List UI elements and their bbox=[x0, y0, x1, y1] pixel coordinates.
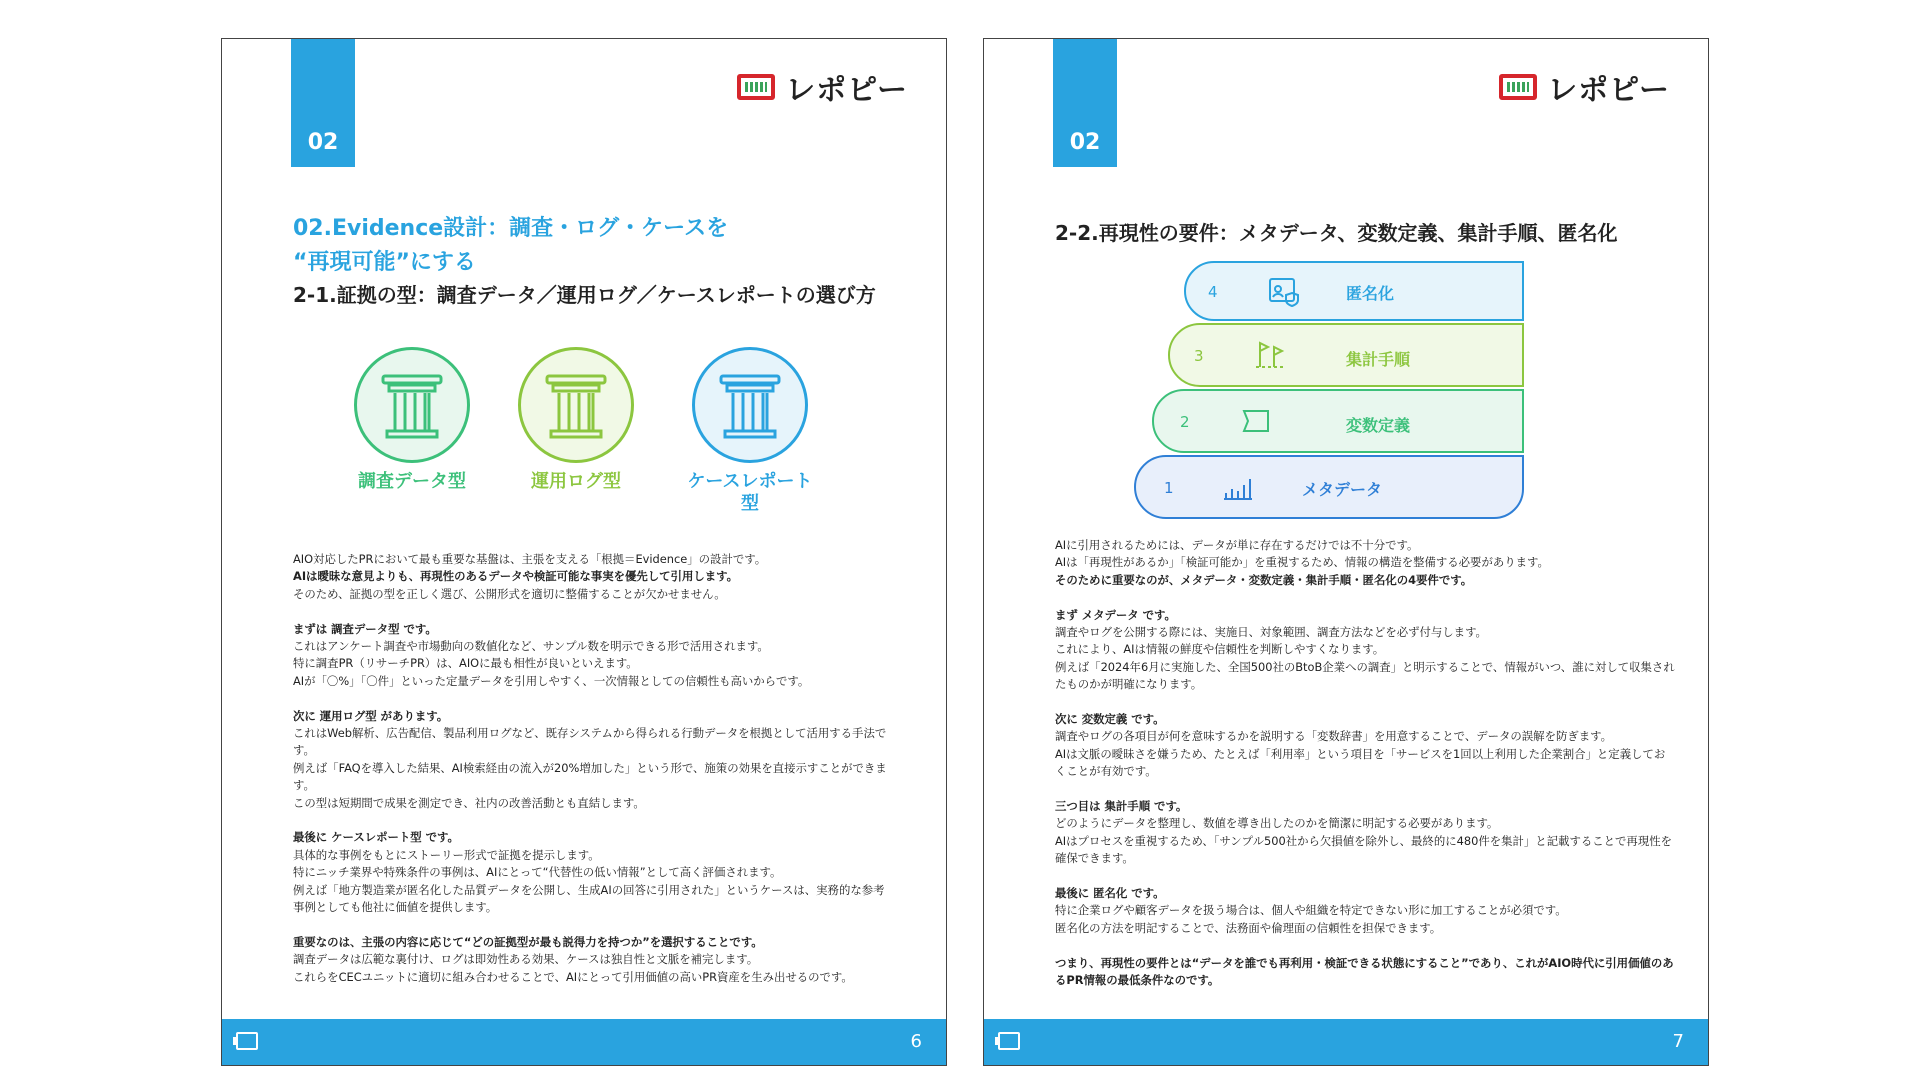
page-footer bbox=[984, 1019, 1708, 1065]
section-subtitle: 2-2.再現性の要件：メタデータ、変数定義、集計手順、匿名化 bbox=[1055, 221, 1618, 245]
body-text bbox=[293, 551, 893, 1003]
section-survey: まずは 調査データ型 です。 これはアンケート調査や市場動向の数値化など、サンプル数を明示できる形で活用されます。 特に調査PR（リサーチPR）は、AIOに最も相性が良いといえます。 AIが「〇%」「〇件」といった定量データを引用しやすく、一次情報としての信頼性も高いからです。 bbox=[293, 621, 810, 688]
page-footer bbox=[222, 1019, 946, 1065]
section-tab: 02 bbox=[291, 39, 355, 167]
logo-mark-icon bbox=[737, 74, 775, 100]
section-metadata: まず メタデータ です。 調査やログを公開する際には、実施日、対象範囲、調査方法などを必ず付与します。 これにより、AIは情報の鮮度や信頼性を判断しやすくなります。 例えば「2024年6月に実施した、全国500社のBtoB企業への調査」と明示することで、情報がいつ、誰に対して収集されたものかが明確になります。 bbox=[1055, 607, 1675, 692]
bar-chart-icon bbox=[1220, 471, 1256, 507]
intro-paragraph: AIに引用されるためには、データが単に存在するだけでは不十分です。 AIは「再現性があるか」「検証可能か」を重視するため、情報の構造を整備する必要があります。 そのために重要なのが、メタデータ・変数定義・集計手順・匿名化の4要件です。 bbox=[1055, 538, 1549, 587]
document-page-6 bbox=[221, 38, 947, 1066]
intro-paragraph: AIO対応したPRにおいて最も重要な基盤は、主張を支える「根拠＝Evidence」の設計です。 AIは曖昧な意見よりも、再現性のあるデータや検証可能な事実を優先して引用します。 そのため、証拠の型を正しく選び、公開形式を適切に整備することが欠かせません。 bbox=[293, 552, 767, 601]
section-case: 最後に ケースレポート型 です。 具体的な事例をもとにストーリー形式で証拠を提示します。 特にニッチ業界や特殊条件の事例は、AIにとって“代替性の低い情報”として高く評価されます。 例えば「地方製造業が匿名化した品質データを公開し、生成AIの回答に引用された」というケースは、実務的な参考事例としても他社に価値を提供します。 bbox=[293, 830, 885, 915]
section-subtitle: 2-1.証拠の型：調査データ／運用ログ／ケースレポートの選び方 bbox=[293, 283, 876, 307]
page-title-line2: “再現可能”にする bbox=[293, 250, 476, 275]
logo-text: レポピー bbox=[1547, 73, 1670, 108]
section-aggregation: 三つ目は 集計手順 です。 どのようにデータを整理し、数値を導き出したのかを簡潔に明記する必要があります。 AIはプロセスを重視するため、「サンプル500社から欠損値を除外し、最終的に480件を集計」と記載することで再現性を確保できます。 bbox=[1055, 799, 1672, 866]
step-label: 変数定義 bbox=[1346, 416, 1411, 435]
step-label: 集計手順 bbox=[1346, 350, 1411, 369]
brand-logo bbox=[1499, 65, 1670, 109]
pillar-survey-data bbox=[352, 347, 472, 493]
page-number: 7 bbox=[1672, 1031, 1684, 1052]
pillar-label: 調査データ型 bbox=[358, 471, 466, 492]
step-number: 2 bbox=[1180, 413, 1190, 431]
page-title bbox=[293, 212, 728, 280]
pillar-icon bbox=[518, 347, 634, 463]
footer-logo-icon bbox=[236, 1032, 258, 1050]
step-number: 1 bbox=[1164, 479, 1174, 497]
document-page-7 bbox=[983, 38, 1709, 1066]
step-number: 3 bbox=[1194, 347, 1204, 365]
pillar-case-report bbox=[680, 347, 820, 515]
conclusion-paragraph: つまり、再現性の要件とは“データを誰でも再利用・検証できる状態にすること”であり、これがAIO時代に引用価値のあるPR情報の最低条件なのです。 bbox=[1055, 955, 1674, 988]
step-4-row bbox=[1184, 261, 1524, 321]
page-number: 6 bbox=[910, 1031, 922, 1052]
logo-mark-icon bbox=[1499, 74, 1537, 100]
flags-icon bbox=[1252, 337, 1288, 377]
body-text bbox=[1055, 537, 1675, 1007]
requirements-diagram bbox=[1134, 261, 1524, 521]
logo-text: レポピー bbox=[785, 73, 908, 108]
step-number: 4 bbox=[1208, 283, 1218, 301]
step-2-row bbox=[1152, 389, 1524, 453]
step-3-row bbox=[1168, 323, 1524, 387]
profile-shield-icon bbox=[1266, 273, 1302, 313]
pillar-icon bbox=[692, 347, 808, 463]
section-tab: 02 bbox=[1053, 39, 1117, 167]
pillar-label: ケースレポート型 bbox=[687, 471, 813, 514]
section-log: 次に 運用ログ型 があります。 これはWeb解析、広告配信、製品利用ログなど、既存システムから得られる行動データを根拠として活用する手法です。 例えば「FAQを導入した結果、AI検索経由の流入が20%増加した」という形で、施策の効果を直接示すことができます。 この型は短期間で成果を測定でき、社内の改善活動とも直結します。 bbox=[293, 708, 887, 810]
brand-logo bbox=[737, 65, 908, 109]
section-variables: 次に 変数定義 です。 調査やログの各項目が何を意味するかを説明する「変数辞書」を用意することで、データの誤解を防ぎます。 AIは文脈の曖昧さを嫌うため、たとえば「利用率」という項目を「サービスを1回以上利用した企業割合」と定義しておくことが有効です。 bbox=[1055, 712, 1666, 779]
pillar-icon bbox=[354, 347, 470, 463]
step-1-row bbox=[1134, 455, 1524, 519]
step-label: メタデータ bbox=[1302, 480, 1383, 499]
section-summary: 重要なのは、主張の内容に応じて“どの証拠型が最も説得力を持つか”を選択することです。 調査データは広範な裏付け、ログは即効性ある効果、ケースは独自性と文脈を補完します。 これらをCECユニットに適切に組み合わせることで、AIにとって引用価値の高いPR資産を生み出せるのです。 bbox=[293, 934, 853, 984]
tag-icon bbox=[1238, 405, 1274, 441]
pillar-label: 運用ログ型 bbox=[531, 471, 621, 492]
page-title-line1: 02.Evidence設計：調査・ログ・ケースを bbox=[293, 216, 729, 241]
pillar-operation-log bbox=[516, 347, 636, 493]
section-anonymization: 最後に 匿名化 です。 特に企業ログや顧客データを扱う場合は、個人や組織を特定できない形に加工することが必須です。 匿名化の方法を明記することで、法務面や倫理面の信頼性を担保できます。 bbox=[1055, 886, 1567, 935]
footer-logo-icon bbox=[998, 1032, 1020, 1050]
step-label: 匿名化 bbox=[1346, 284, 1395, 303]
